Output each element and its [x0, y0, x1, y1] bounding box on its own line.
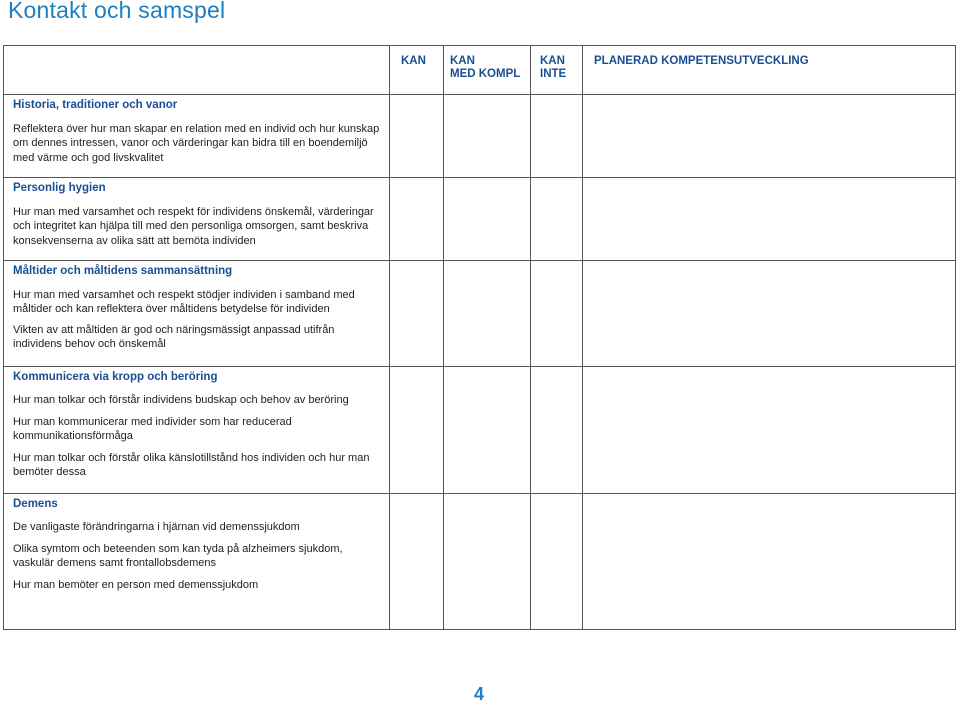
item-kommunicera-beroring: Hur man tolkar och förstår individens budskap och behov av beröring: [13, 394, 349, 406]
header-kan-inte-line1: KAN: [540, 55, 565, 67]
item-kommunicera-reducerad: Hur man kommunicerar med individer som har reducerad kommunikationsförmåga: [13, 416, 292, 443]
competence-table: [3, 45, 956, 630]
item-demens-bemota: Hur man bemöter en person med demenssjukdom: [13, 579, 259, 591]
item-maltider-stod: Hur man med varsamhet och respekt stödjer individen i samband med måltider och kan reflektera över måltidens betydelse för individen: [13, 289, 355, 316]
column-divider: [582, 46, 583, 629]
item-maltider-naring: Vikten av att måltiden är god och näringsmässigt anpassad utifrån individens behov och önskemål: [13, 324, 335, 351]
column-divider: [443, 46, 444, 629]
section-heading-demens: Demens: [13, 498, 58, 510]
column-divider: [530, 46, 531, 629]
header-kan-med-kompl-line2: MED KOMPL: [450, 68, 521, 80]
section-heading-hygien: Personlig hygien: [13, 182, 106, 194]
header-kan-med-kompl-line1: KAN: [450, 55, 475, 67]
section-heading-kommunicera: Kommunicera via kropp och beröring: [13, 371, 218, 383]
section-heading-historia: Historia, traditioner och vanor: [13, 99, 178, 111]
section-divider: [4, 366, 955, 367]
section-heading-maltider: Måltider och måltidens sammansättning: [13, 265, 233, 277]
header-kan: KAN: [401, 55, 426, 67]
item-demens-hjarnan: De vanligaste förändringarna i hjärnan vid demenssjukdom: [13, 521, 300, 533]
section-divider: [4, 177, 955, 178]
page-number: 4: [474, 684, 485, 704]
item-demens-symtom: Olika symtom och beteenden som kan tyda på alzheimers sjukdom, vaskulär demens samt frontallobsdemens: [13, 543, 343, 570]
column-divider: [389, 46, 390, 629]
item-hygien-omsorg: Hur man med varsamhet och respekt för individens önskemål, värderingar och integritet kan hjälpa till med den personliga omsorgen, samt beskriva konsekvenserna av olika sätt att bemöta individen: [13, 206, 374, 247]
header-planerad-kompetensutveckling: PLANERAD KOMPETENSUTVECKLING: [594, 55, 809, 67]
header-kan-inte-line2: INTE: [540, 68, 567, 80]
section-divider: [4, 493, 955, 494]
section-divider: [4, 260, 955, 261]
header-divider: [4, 94, 955, 95]
page-title: Kontakt och samspel: [8, 0, 226, 23]
item-historia-relation: Reflektera över hur man skapar en relation med en individ och hur kunskap om dennes intressen, vanor och värderingar kan bidra till en boendemiljö med värme och god livskvalitet: [13, 123, 380, 164]
item-kommunicera-kanslor: Hur man tolkar och förstår olika känslotillstånd hos individen och hur man bemöter dessa: [13, 452, 370, 479]
